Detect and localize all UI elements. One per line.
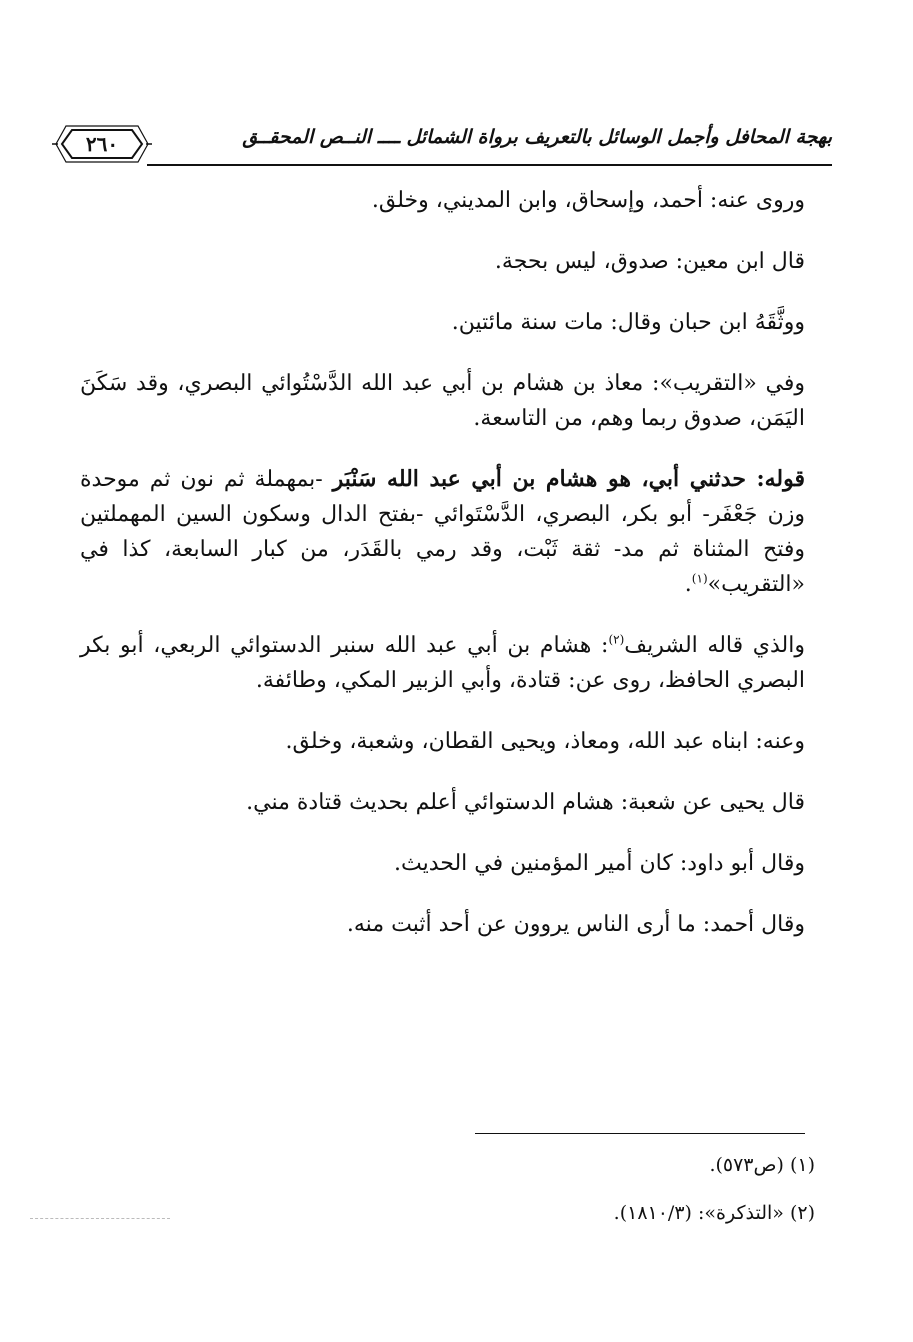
- text-run: وروى عنه: أحمد، وإسحاق، وابن المديني، وخلق.: [371, 188, 805, 213]
- paragraph: [80, 305, 805, 340]
- text-run: : هشام بن أبي عبد الله سنبر الدستوائي الربعي، أبو بكر البصري الحافظ، روى عن: قتادة، وأبي الزبير المكي، وطائفة.: [80, 633, 805, 693]
- text-run: ووثَّقَهُ ابن حبان وقال: مات سنة مائتين.: [451, 310, 805, 335]
- page-number: ٢٦٠: [85, 132, 119, 156]
- header-rule: [147, 164, 832, 166]
- text-run: والذي قاله الشريف: [624, 633, 805, 658]
- bold-text: قوله: حدثني أبي، هو هشام بن أبي عبد الله سَنْبَر: [332, 466, 805, 492]
- footnotes: [300, 1145, 815, 1241]
- page-number-badge: [52, 124, 152, 164]
- text-run: وفي «التقريب»: معاذ بن هشام بن أبي عبد الله الدَّسْتُوائي البصري، وقد سَكَنَ اليَمَن، صدوق ربما وهم، من التاسعة.: [80, 371, 805, 431]
- footnote-reference: (٢): [608, 632, 625, 647]
- footnote-separator: [475, 1133, 805, 1134]
- text-run: .: [684, 572, 692, 597]
- book-title: بهجة المحافل وأجمل الوسائل بالتعريف برواة الشمائل ــــ النــص المحقــق: [242, 126, 832, 148]
- paragraph: [80, 244, 805, 279]
- text-run: وعنه: ابناه عبد الله، ومعاذ، ويحيى القطان، وشعبة، وخلق.: [285, 729, 805, 754]
- text-run: قال ابن معين: صدوق، ليس بحجة.: [494, 249, 805, 274]
- paragraph: [80, 846, 805, 881]
- text-run: -بمهملة ثم نون ثم موحدة وزن جَعْفَر- أبو بكر، البصري، الدَّسْتَوائي -بفتح الدال وسكون السين المهملتين وفتح المثناة ثم مد- ثقة ثَبْت، وقد رمي بالقَدَر، من كبار السابعة، كذا في «التقريب»: [80, 467, 805, 597]
- paragraph: [80, 183, 805, 218]
- paragraph: [80, 724, 805, 759]
- text-run: وقال أبو داود: كان أمير المؤمنين في الحديث.: [394, 851, 805, 876]
- scan-artifact: [30, 1218, 170, 1219]
- paragraph: [80, 366, 805, 436]
- footnote-1: (١) (ص٥٧٣).: [709, 1154, 815, 1176]
- main-text: [80, 183, 805, 968]
- running-header: [52, 120, 832, 172]
- text-run: وقال أحمد: ما أرى الناس يروون عن أحد أثبت منه.: [346, 912, 805, 937]
- footnote-2: (٢) «التذكرة»: (١٨١٠/٣).: [613, 1202, 815, 1224]
- paragraph: [80, 907, 805, 942]
- paragraph: [80, 628, 805, 698]
- footnote-reference: (١): [691, 571, 708, 586]
- paragraph: [80, 462, 805, 602]
- text-run: قال يحيى عن شعبة: هشام الدستوائي أعلم بحديث قتادة مني.: [246, 790, 805, 815]
- paragraph: [80, 785, 805, 820]
